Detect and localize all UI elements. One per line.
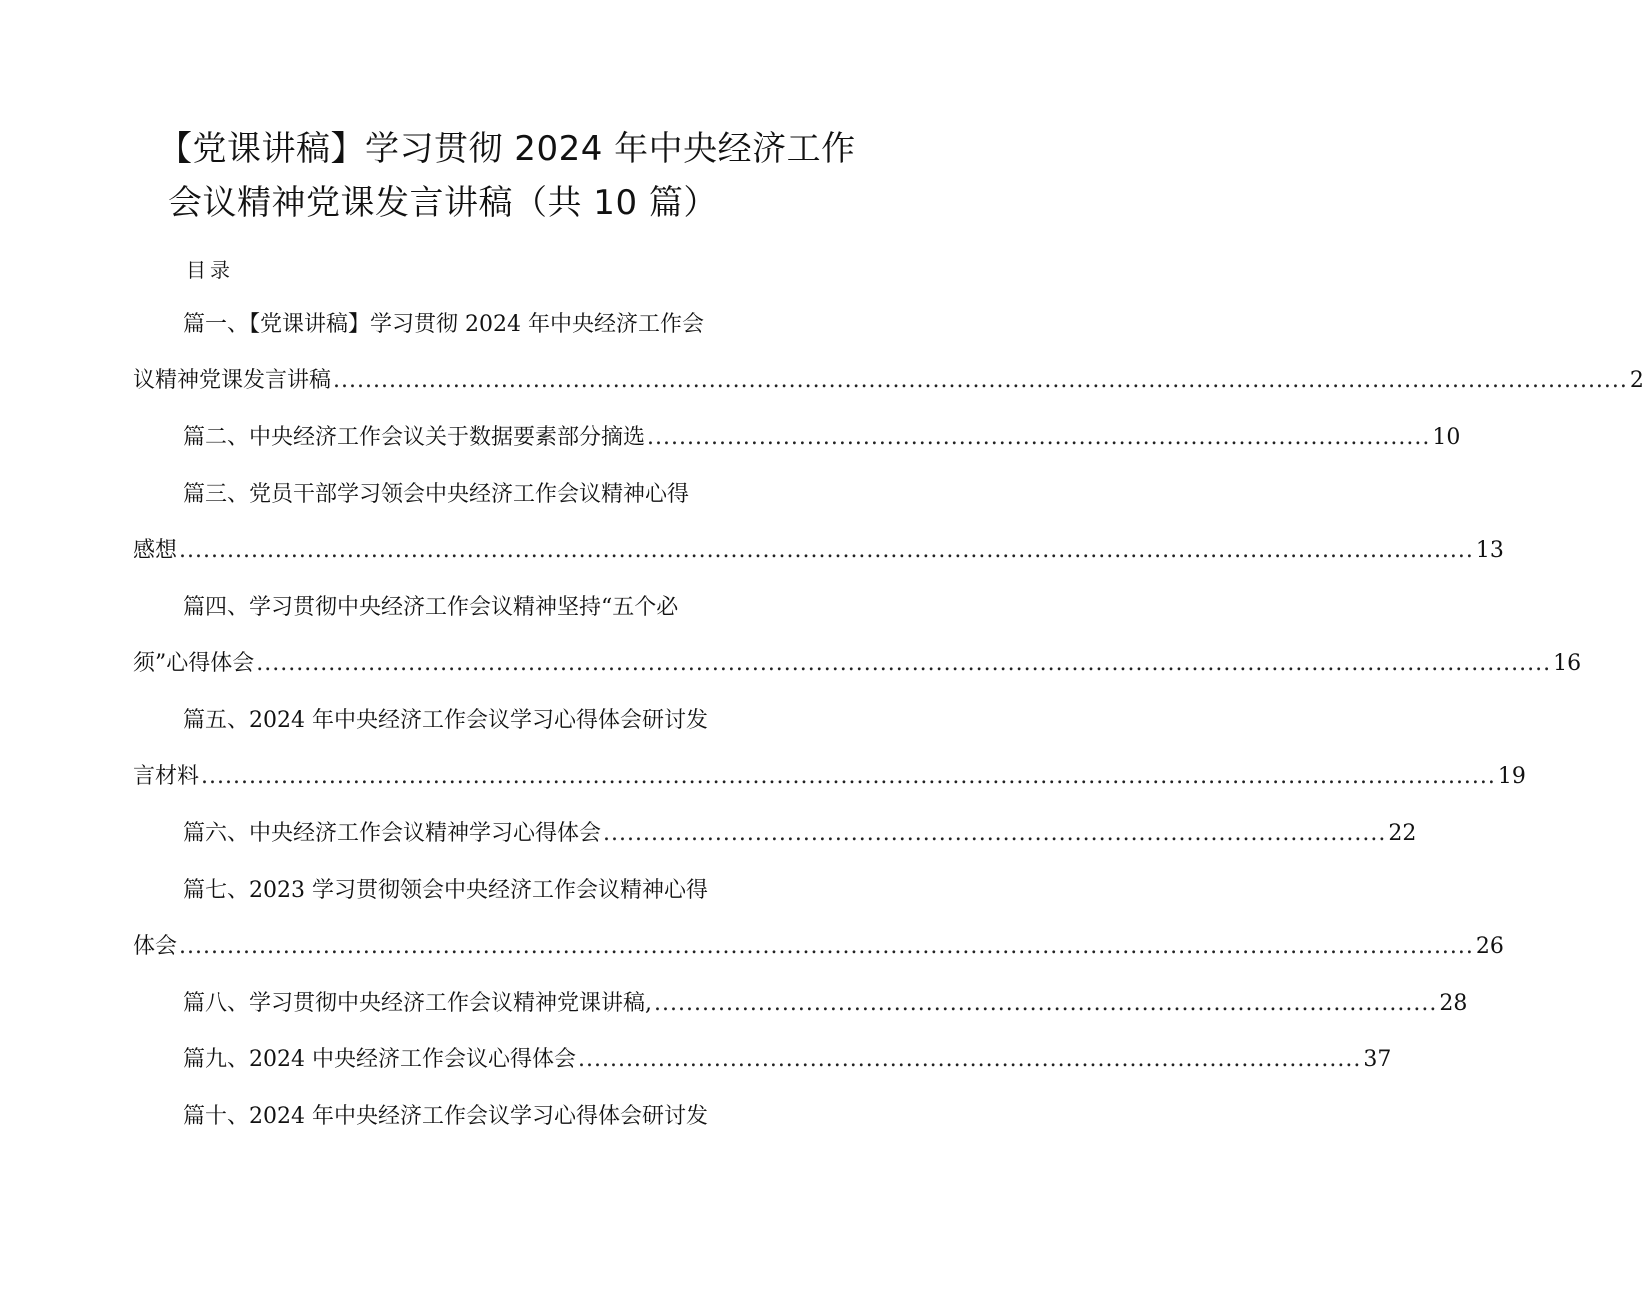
toc-entry-9-line1: 篇九、2024 中央经济工作会议心得体会 [183,1047,576,1072]
dot-leader: .................................................................................................................................................................. [333,368,1628,393]
toc-entry-3-leader[interactable] [133,536,1504,566]
toc-entry-4-line1[interactable]: 篇四、学习贯彻中央经济工作会议精神坚持“五个必 [183,595,679,620]
toc-entry-6[interactable] [183,819,1417,849]
toc-entry-1-line2: 议精神党课发言讲稿 [133,368,332,393]
toc-entry-2-page: 10 [1432,425,1461,450]
dot-leader: .................................................................................................. [577,1047,1362,1072]
dot-leader: .................................................................................................. [654,991,1438,1016]
toc-entry-4-line2: 须”心得体会 [133,651,255,676]
toc-entry-3-line1[interactable]: 篇三、党员干部学习领会中央经济工作会议精神心得 [183,482,690,507]
dot-leader: .................................................................................................. [603,821,1387,846]
toc-entry-3-line2: 感想 [133,538,178,563]
toc-entry-6-page: 22 [1388,821,1417,846]
toc-entry-4-page: 16 [1553,651,1582,676]
toc-entry-7-page: 26 [1475,934,1504,959]
toc-entry-7-line1[interactable]: 篇七、2023 学习贯彻领会中央经济工作会议精神心得 [183,878,708,903]
toc-entry-7-line2: 体会 [133,934,178,959]
toc-entry-2[interactable] [183,423,1461,453]
toc-entry-5-line1[interactable]: 篇五、2024 年中央经济工作会议学习心得体会研讨发 [183,708,708,733]
toc-heading: 目录 [186,258,234,282]
dot-leader: .................................................................................................................................................................. [201,764,1496,789]
toc-entry-8-line1: 篇八、学习贯彻中央经济工作会议精神党课讲稿, [183,991,652,1016]
toc-entry-10-line1[interactable]: 篇十、2024 年中央经济工作会议学习心得体会研讨发 [183,1104,708,1129]
toc-entry-5-leader[interactable] [133,762,1526,792]
toc-entry-1-page: 2 [1629,368,1644,393]
dot-leader: .................................................................................................. [647,425,1431,450]
toc-entry-9-page: 37 [1363,1047,1392,1072]
document-title-line-2: 会议精神党课发言讲稿（共 10 篇） [168,183,718,223]
dot-leader: .................................................................................................................................................................. [179,538,1474,563]
toc-entry-4-leader[interactable] [133,649,1582,679]
toc-entry-8-page: 28 [1439,991,1468,1016]
dot-leader: .................................................................................................................................................................. [179,934,1474,959]
toc-entry-9[interactable] [183,1045,1392,1075]
dot-leader: .................................................................................................................................................................. [256,651,1552,676]
toc-entry-2-line1: 篇二、中央经济工作会议关于数据要素部分摘选 [183,425,646,450]
toc-entry-1-line1[interactable]: 篇一、【党课讲稿】学习贯彻 2024 年中央经济工作会 [183,312,704,337]
toc-entry-5-page: 19 [1497,764,1526,789]
toc-entry-7-leader[interactable] [133,932,1504,962]
toc-entry-3-page: 13 [1475,538,1504,563]
toc-entry-8[interactable] [183,989,1468,1019]
toc-entry-1-leader[interactable] [133,366,1644,396]
toc-entry-6-line1: 篇六、中央经济工作会议精神学习心得体会 [183,821,602,846]
document-title-line-1: 【党课讲稿】学习贯彻 2024 年中央经济工作 [158,129,856,169]
toc-entry-5-line2: 言材料 [133,764,200,789]
